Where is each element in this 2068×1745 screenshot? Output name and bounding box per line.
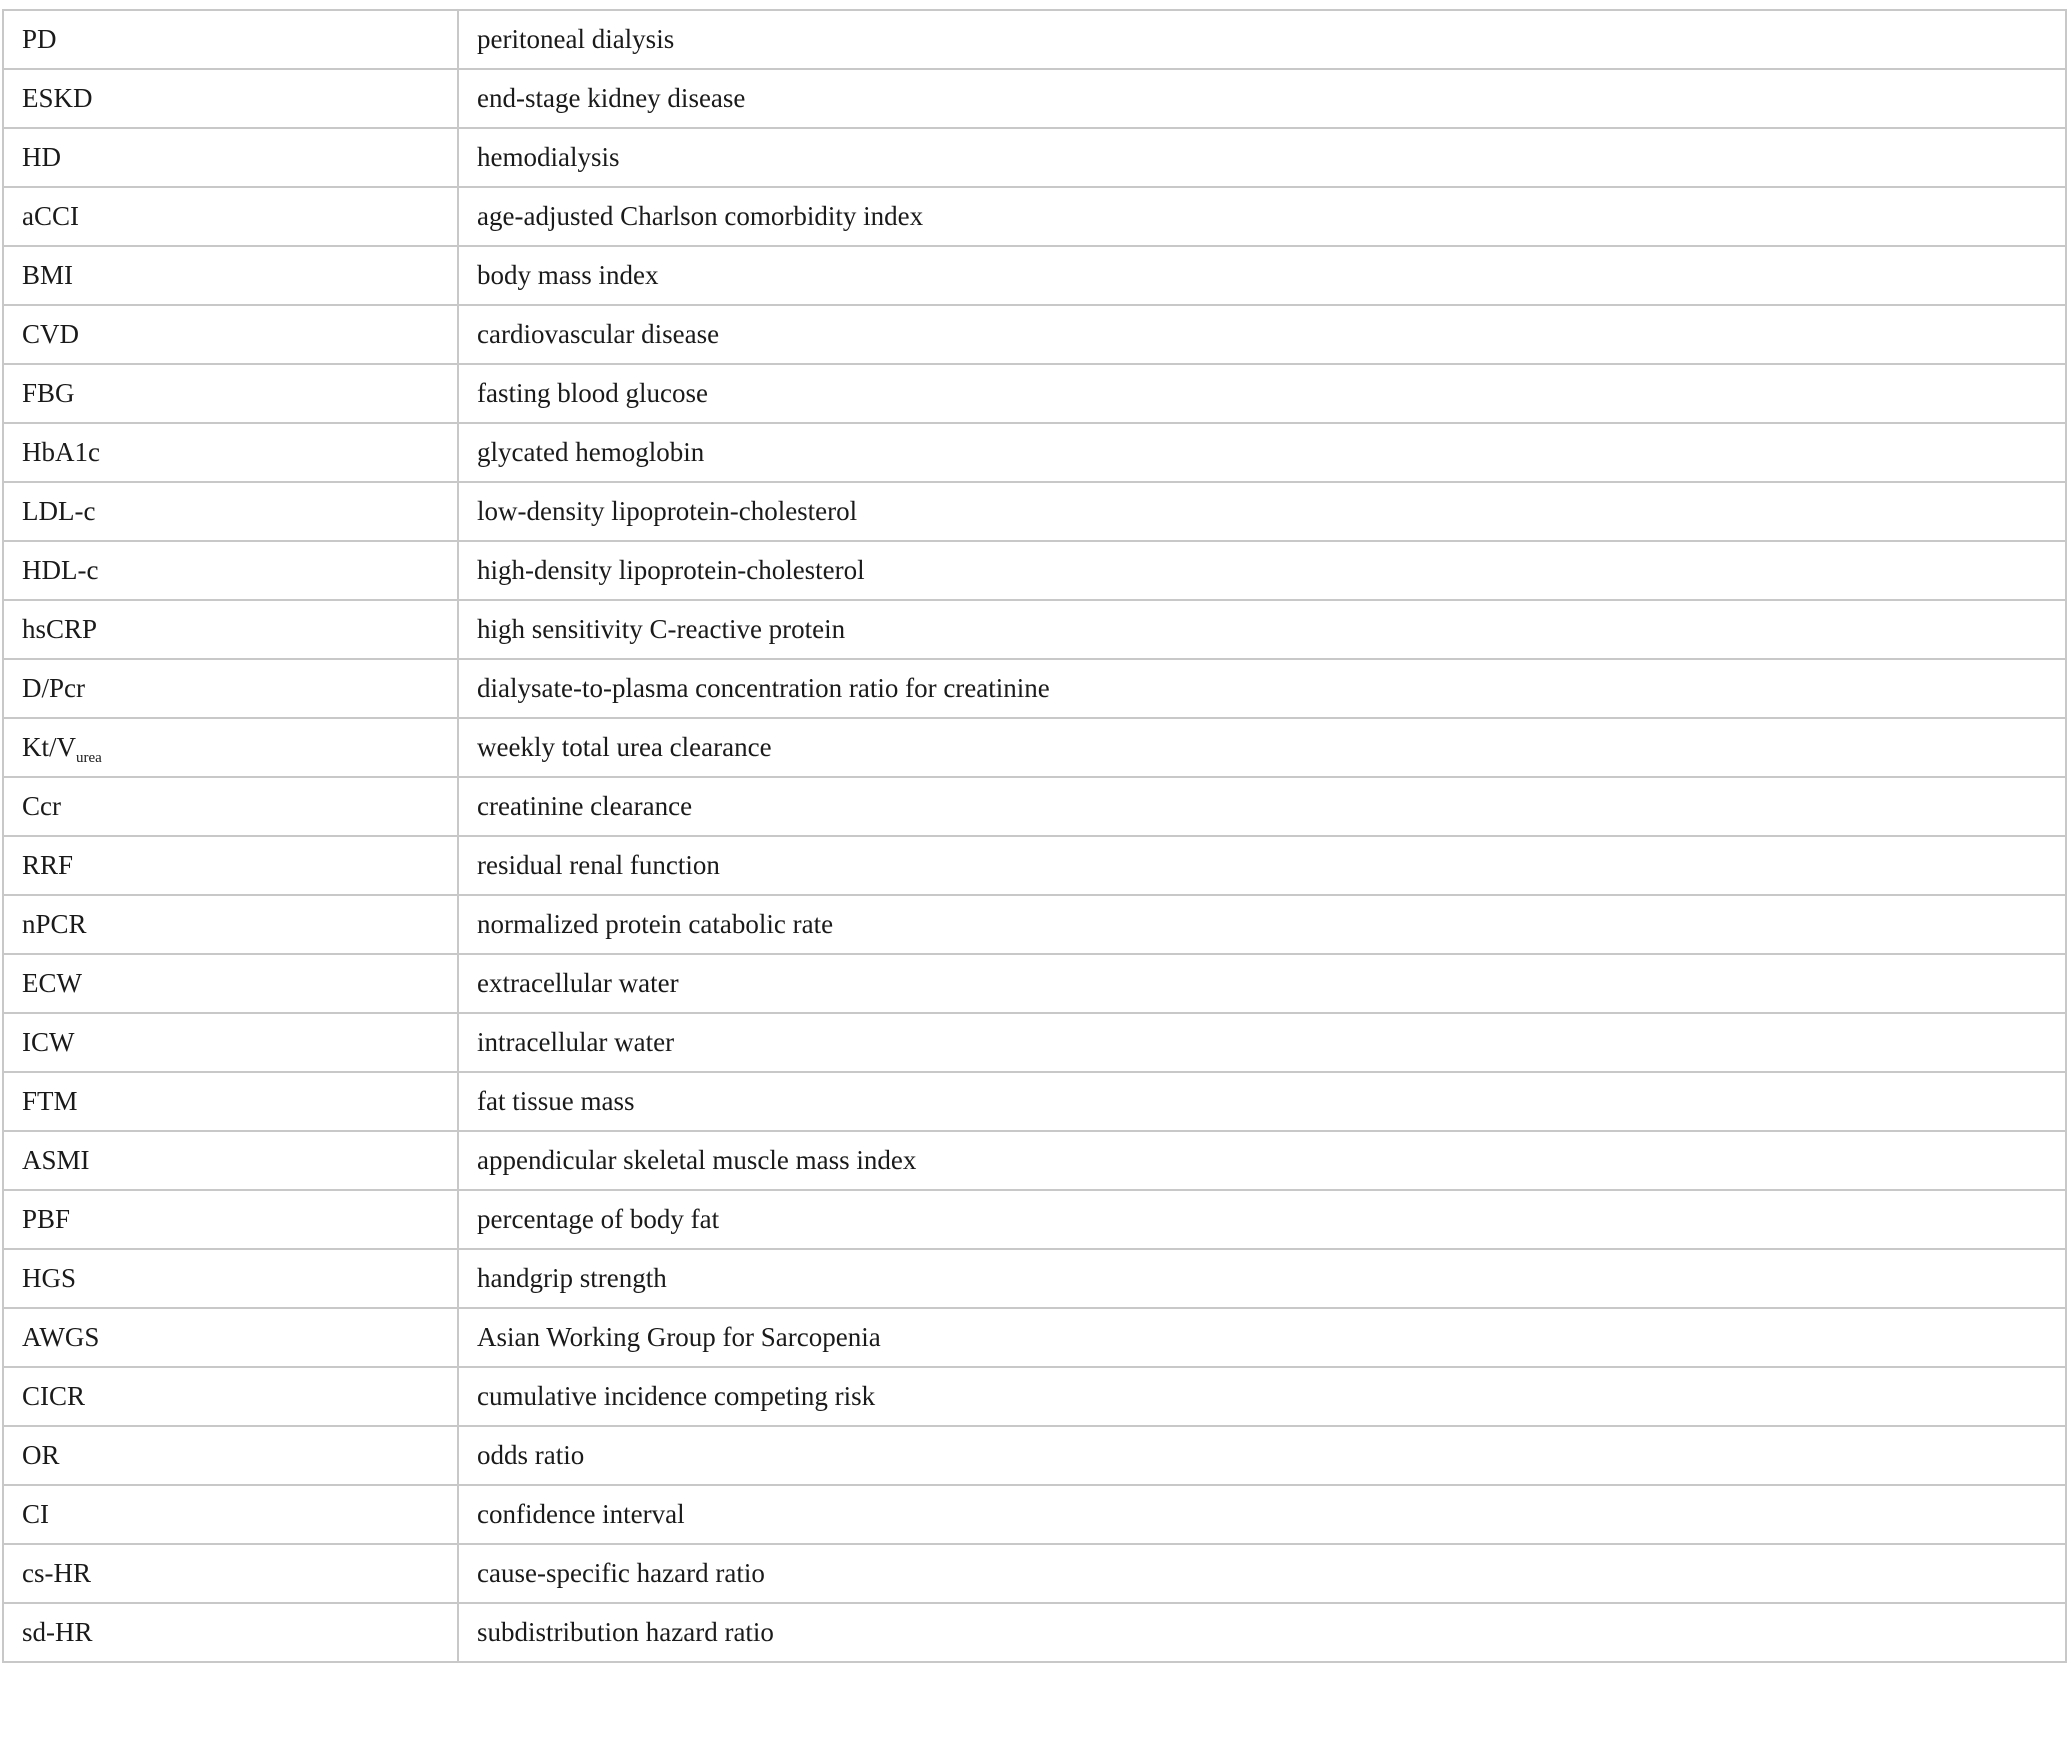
abbreviation-cell: BMI — [3, 246, 458, 305]
definition-cell: odds ratio — [458, 1426, 2066, 1485]
definition-cell: cumulative incidence competing risk — [458, 1367, 2066, 1426]
abbreviation-cell: HD — [3, 128, 458, 187]
definition-cell: hemodialysis — [458, 128, 2066, 187]
definition-cell: residual renal function — [458, 836, 2066, 895]
table-row — [3, 1013, 2066, 1072]
definition-cell: high sensitivity C-reactive protein — [458, 600, 2066, 659]
definition-cell: age-adjusted Charlson comorbidity index — [458, 187, 2066, 246]
definition-cell: handgrip strength — [458, 1249, 2066, 1308]
abbreviation-cell: Ccr — [3, 777, 458, 836]
abbreviation-cell: ECW — [3, 954, 458, 1013]
table-row — [3, 895, 2066, 954]
definition-cell: end-stage kidney disease — [458, 69, 2066, 128]
definition-cell: low-density lipoprotein-cholesterol — [458, 482, 2066, 541]
abbreviation-cell: HDL-c — [3, 541, 458, 600]
table-row — [3, 305, 2066, 364]
abbreviation-cell: ESKD — [3, 69, 458, 128]
definition-cell: confidence interval — [458, 1485, 2066, 1544]
definition-cell: extracellular water — [458, 954, 2066, 1013]
table-row — [3, 1308, 2066, 1367]
table-row — [3, 600, 2066, 659]
abbreviation-cell: HGS — [3, 1249, 458, 1308]
abbreviation-cell: AWGS — [3, 1308, 458, 1367]
definition-cell: fat tissue mass — [458, 1072, 2066, 1131]
abbreviation-cell: LDL-c — [3, 482, 458, 541]
table-row — [3, 718, 2066, 777]
table-row — [3, 541, 2066, 600]
abbreviation-cell: aCCI — [3, 187, 458, 246]
definition-cell: dialysate-to-plasma concentration ratio for creatinine — [458, 659, 2066, 718]
abbreviation-text: Kt/V — [22, 732, 76, 762]
table-row — [3, 69, 2066, 128]
definition-cell: fasting blood glucose — [458, 364, 2066, 423]
abbreviation-cell: hsCRP — [3, 600, 458, 659]
table-row — [3, 246, 2066, 305]
abbreviation-cell: ICW — [3, 1013, 458, 1072]
definition-cell: creatinine clearance — [458, 777, 2066, 836]
definition-cell: peritoneal dialysis — [458, 10, 2066, 69]
abbreviation-cell: CI — [3, 1485, 458, 1544]
definition-cell: glycated hemoglobin — [458, 423, 2066, 482]
table-row — [3, 10, 2066, 69]
definition-cell: appendicular skeletal muscle mass index — [458, 1131, 2066, 1190]
table-row — [3, 1485, 2066, 1544]
abbreviation-cell: D/Pcr — [3, 659, 458, 718]
definition-cell: Asian Working Group for Sarcopenia — [458, 1308, 2066, 1367]
table-row — [3, 364, 2066, 423]
abbreviation-cell: nPCR — [3, 895, 458, 954]
abbreviation-cell: PBF — [3, 1190, 458, 1249]
table-row — [3, 659, 2066, 718]
abbreviation-cell: cs-HR — [3, 1544, 458, 1603]
abbreviation-cell: FTM — [3, 1072, 458, 1131]
abbreviation-cell: HbA1c — [3, 423, 458, 482]
table-row — [3, 1367, 2066, 1426]
table-row — [3, 423, 2066, 482]
table-row — [3, 1072, 2066, 1131]
table-row — [3, 1249, 2066, 1308]
definition-cell: cause-specific hazard ratio — [458, 1544, 2066, 1603]
abbreviation-subscript: urea — [76, 750, 102, 766]
abbreviation-cell: OR — [3, 1426, 458, 1485]
table-row — [3, 482, 2066, 541]
definition-cell: body mass index — [458, 246, 2066, 305]
table-row — [3, 1544, 2066, 1603]
definition-cell: weekly total urea clearance — [458, 718, 2066, 777]
table-row — [3, 1190, 2066, 1249]
definition-cell: intracellular water — [458, 1013, 2066, 1072]
abbreviation-cell: PD — [3, 10, 458, 69]
table-row — [3, 836, 2066, 895]
definition-cell: percentage of body fat — [458, 1190, 2066, 1249]
abbreviation-cell: CVD — [3, 305, 458, 364]
table-row — [3, 1131, 2066, 1190]
abbreviation-cell: sd-HR — [3, 1603, 458, 1662]
table-row — [3, 128, 2066, 187]
table-row — [3, 777, 2066, 836]
abbreviation-cell — [3, 718, 458, 777]
table-row — [3, 187, 2066, 246]
table-row — [3, 954, 2066, 1013]
definition-cell: high-density lipoprotein-cholesterol — [458, 541, 2066, 600]
abbreviation-cell: CICR — [3, 1367, 458, 1426]
table-row — [3, 1603, 2066, 1662]
abbreviation-cell: ASMI — [3, 1131, 458, 1190]
abbreviation-cell: FBG — [3, 364, 458, 423]
abbreviation-cell: RRF — [3, 836, 458, 895]
definition-cell: cardiovascular disease — [458, 305, 2066, 364]
table-row — [3, 1426, 2066, 1485]
definition-cell: normalized protein catabolic rate — [458, 895, 2066, 954]
definition-cell: subdistribution hazard ratio — [458, 1603, 2066, 1662]
abbreviations-table-body — [3, 10, 2066, 1662]
abbreviations-table — [2, 9, 2067, 1663]
